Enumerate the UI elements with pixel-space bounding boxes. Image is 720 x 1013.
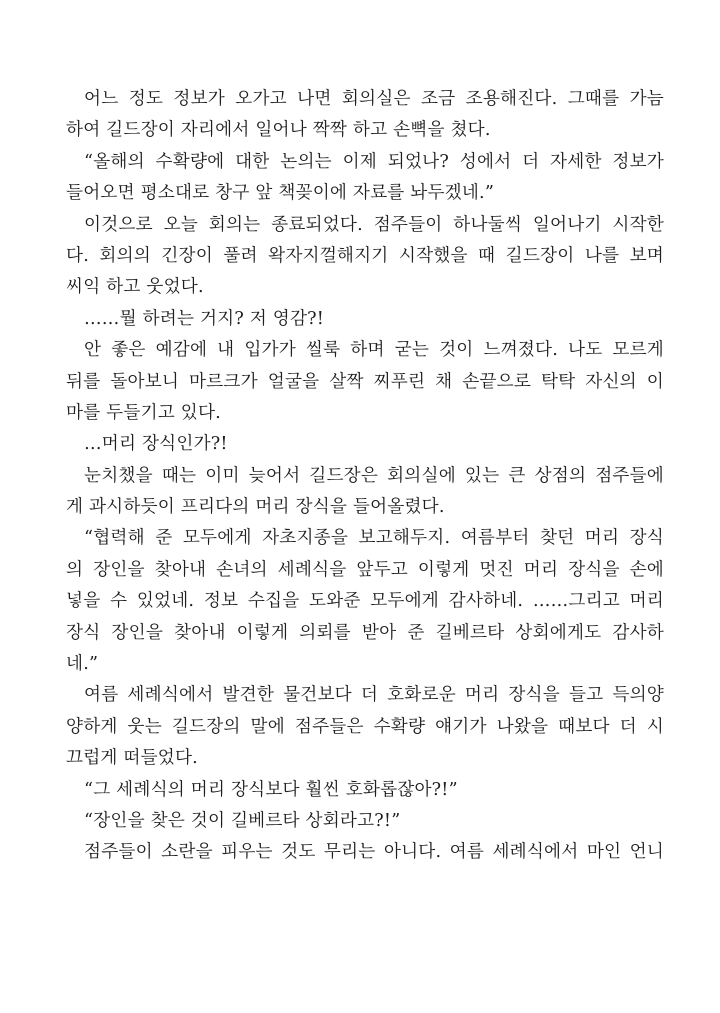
text-line: 끄럽게 떠들었다. xyxy=(66,748,198,769)
text-line: “협력해 준 모두에게 자초지종을 보고해두지. 여름부터 찾던 머리 장식 xyxy=(84,528,664,549)
text-line: 씨익 하고 웃었다. xyxy=(66,277,204,298)
text-line: 게 과시하듯이 프리다의 머리 장식을 들어올렸다. xyxy=(66,497,445,518)
text-line: 넣을 수 있었네. 정보 수집을 도와준 모두에게 감사하네. ……그리고 머리 xyxy=(66,591,664,612)
text-line: 뒤를 돌아보니 마르크가 얼굴을 살짝 찌푸린 채 손끝으로 탁탁 자신의 이 xyxy=(66,371,664,392)
text-line: 안 좋은 예감에 내 입가가 씰룩 하며 굳는 것이 느껴졌다. 나도 모르게 xyxy=(84,340,664,361)
text-line: 네.” xyxy=(66,654,99,675)
text-line: …머리 장식인가?! xyxy=(84,434,228,455)
text-line: 마를 두들기고 있다. xyxy=(66,402,221,423)
text-line: “올해의 수확량에 대한 논의는 이제 되었나? 성에서 더 자세한 정보가 xyxy=(84,151,664,172)
text-line: 점주들이 소란을 피우는 것도 무리는 아니다. 여름 세례식에서 마인 언니 xyxy=(84,842,664,863)
page-text-body xyxy=(66,84,664,869)
text-line: 의 장인을 찾아내 손녀의 세례식을 앞두고 이렇게 멋진 머리 장식을 손에 xyxy=(66,559,664,580)
text-line: 여름 세례식에서 발견한 물건보다 더 호화로운 머리 장식을 들고 득의양 xyxy=(84,685,664,706)
text-line: 장식 장인을 찾아내 이렇게 의뢰를 받아 준 길베르타 상회에게도 감사하 xyxy=(66,622,664,643)
text-line: 하여 길드장이 자리에서 일어나 짝짝 하고 손뼉을 쳤다. xyxy=(66,120,491,141)
text-line: 다. 회의의 긴장이 풀려 왁자지껄해지기 시작했을 때 길드장이 나를 보며 xyxy=(66,245,664,266)
text-line: “장인을 찾은 것이 길베르타 상회라고?!” xyxy=(84,810,401,831)
text-line: “그 세례식의 머리 장식보다 훨씬 호화롭잖아?!” xyxy=(84,779,458,800)
text-line: 눈치챘을 때는 이미 늦어서 길드장은 회의실에 있는 큰 상점의 점주들에 xyxy=(84,465,664,486)
text-line: 이것으로 오늘 회의는 종료되었다. 점주들이 하나둘씩 일어나기 시작한 xyxy=(84,214,664,235)
text-line: ……뭘 하려는 거지? 저 영감?! xyxy=(84,308,325,329)
text-line: 들어오면 평소대로 창구 앞 책꽂이에 자료를 놔두겠네.” xyxy=(66,183,495,204)
text-line: 어느 정도 정보가 오가고 나면 회의실은 조금 조용해진다. 그때를 가늠 xyxy=(84,89,664,109)
text-line: 양하게 웃는 길드장의 말에 점주들은 수확량 얘기가 나왔을 때보다 더 시 xyxy=(66,716,664,737)
